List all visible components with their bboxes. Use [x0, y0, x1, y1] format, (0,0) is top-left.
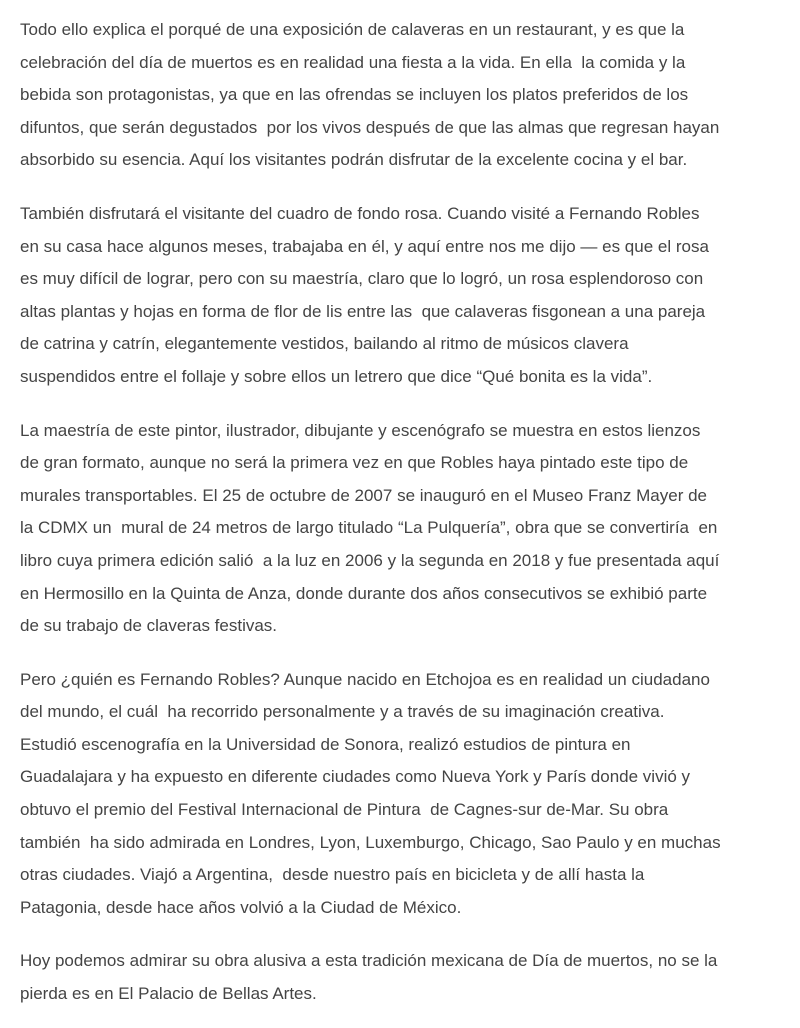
paragraph — [20, 945, 800, 1010]
paragraph — [20, 415, 800, 643]
text-line: difuntos, que serán degustados por los vivos después de que las almas que regresan hayan — [20, 117, 720, 137]
text-line: bebida son protagonistas, ya que en las ofrendas se incluyen los platos preferidos de los — [20, 85, 689, 105]
text-line: suspendidos entre el follaje y sobre ellos un letrero que dice “Qué bonita es la vida”. — [20, 366, 653, 386]
text-line: También disfrutará el visitante del cuadro de fondo rosa. Cuando visité a Fernando Robles — [20, 203, 700, 223]
text-line: del mundo, el cuál ha recorrido personalmente y a través de su imaginación creativa. — [20, 702, 665, 722]
text-line: pierda es en El Palacio de Bellas Artes. — [20, 984, 317, 1004]
text-line: libro cuya primera edición salió a la luz en 2006 y la segunda en 2018 y fue presentada aquí — [20, 550, 720, 570]
text-line: Hoy podemos admirar su obra alusiva a esta tradición mexicana de Día de muertos, no se la — [20, 951, 718, 971]
paragraph — [20, 198, 800, 394]
text-line: de catrina y catrín, elegantemente vestidos, bailando al ritmo de músicos clavera — [20, 334, 629, 354]
text-line: en Hermosillo en la Quinta de Anza, donde durante dos años consecutivos se exhibió parte — [20, 583, 708, 603]
text-line: es muy difícil de lograr, pero con su maestría, claro que lo logró, un rosa esplendoroso con — [20, 269, 704, 289]
paragraph — [20, 664, 800, 925]
text-line: altas plantas y hojas en forma de flor de lis entre las que calaveras fisgonean a una pareja — [20, 301, 706, 321]
text-line: en su casa hace algunos meses, trabajaba en él, y aquí entre nos me dijo — es que el rosa — [20, 236, 709, 256]
text-line: de su trabajo de claveras festivas. — [20, 616, 278, 636]
text-line: otras ciudades. Viajó a Argentina, desde nuestro país en bicicleta y de allí hasta la — [20, 865, 645, 885]
text-line: absorbido su esencia. Aquí los visitantes podrán disfrutar de la excelente cocina y el bar. — [20, 150, 688, 170]
text-line: Guadalajara y ha expuesto en diferente ciudades como Nueva York y París donde vivió y — [20, 767, 691, 787]
text-line: celebración del día de muertos es en realidad una fiesta a la vida. En ella la comida y la — [20, 52, 686, 72]
text-line: murales transportables. El 25 de octubre de 2007 se inauguró en el Museo Franz Mayer de — [20, 485, 708, 505]
text-line: la CDMX un mural de 24 metros de largo titulado “La Pulquería”, obra que se convertiría en — [20, 518, 718, 538]
text-line: de gran formato, aunque no será la primera vez en que Robles haya pintado este tipo de — [20, 453, 689, 473]
text-line: Estudió escenografía en la Universidad de Sonora, realizó estudios de pintura en — [20, 734, 631, 754]
text-line: Todo ello explica el porqué de una exposición de calaveras en un restaurant, y es que la — [20, 20, 685, 39]
text-line: La maestría de este pintor, ilustrador, dibujante y escenógrafo se muestra en estos lienzos — [20, 420, 701, 440]
text-line: también ha sido admirada en Londres, Lyon, Luxemburgo, Chicago, Sao Paulo y en muchas — [20, 832, 721, 852]
text-line: Pero ¿quién es Fernando Robles? Aunque nacido en Etchojoa es en realidad un ciudadano — [20, 669, 710, 689]
text-line: Patagonia, desde hace años volvió a la Ciudad de México. — [20, 897, 462, 917]
paragraph — [20, 14, 800, 177]
text-line: obtuvo el premio del Festival Internacional de Pintura de Cagnes-sur de-Mar. Su obra — [20, 800, 669, 820]
